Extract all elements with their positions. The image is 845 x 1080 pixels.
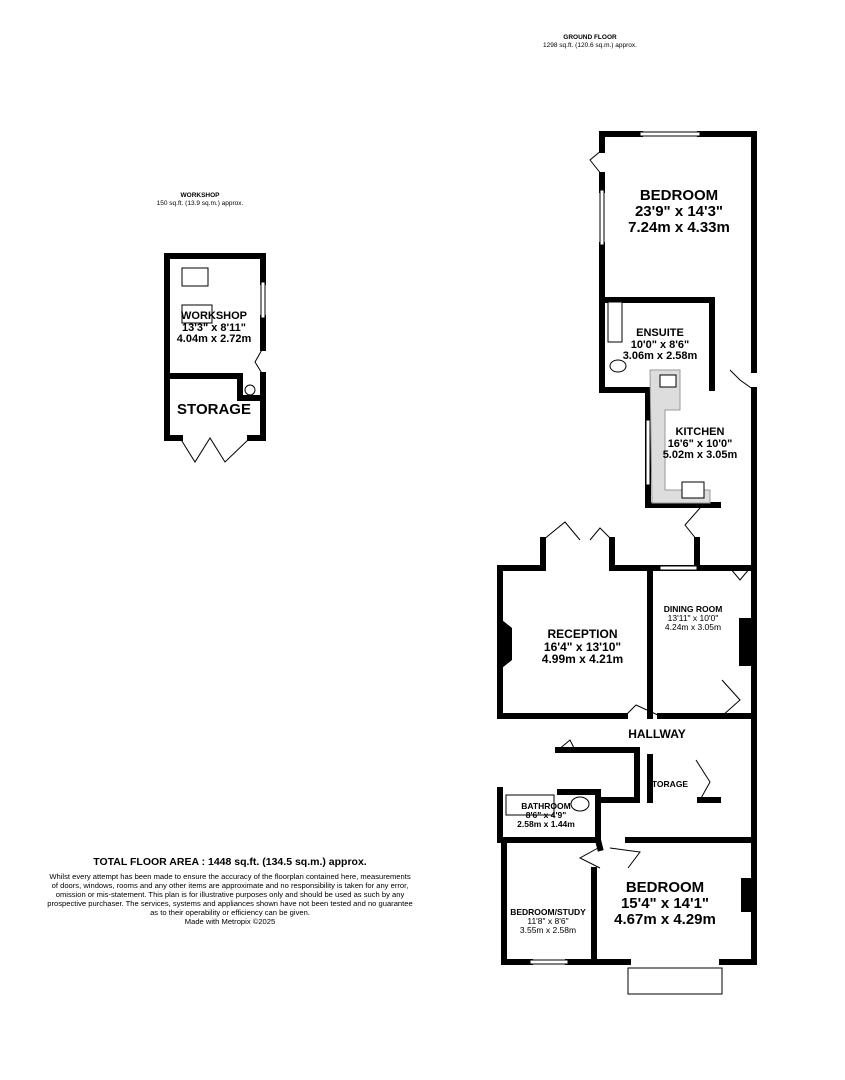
room-imperial: 13'11" x 10'0": [667, 612, 719, 623]
room-metric: 2.58m x 1.44m: [517, 818, 575, 829]
room-imperial: 23'9" x 14'3": [634, 202, 724, 220]
room-metric: 4.24m x 3.05m: [664, 621, 722, 632]
room-metric: 3.55m x 2.58m: [519, 924, 577, 935]
disclaimer-line: prospective purchaser. The services, systems and appliances shown have not been tested and no guarantee: [47, 899, 413, 908]
room-name: RECEPTION: [547, 627, 618, 641]
room-imperial: 11'8" x 8'6": [527, 915, 569, 926]
room-name: BEDROOM: [639, 187, 719, 204]
room-bedroom-1: [614, 188, 744, 235]
disclaimer-line: of doors, windows, rooms and any other items are approximate and no responsibility is taken for any error,: [51, 881, 409, 890]
room-study: [504, 908, 592, 935]
room-hallway: [612, 728, 702, 741]
room-imperial: 10'0" x 8'6": [630, 338, 690, 351]
room-metric: 4.67m x 4.29m: [614, 910, 716, 928]
room-metric: 4.99m x 4.21m: [541, 652, 624, 667]
disclaimer-line: as to their operability or efficiency can be given.: [150, 908, 310, 917]
room-name: KITCHEN: [675, 426, 725, 438]
room-imperial: 16'4" x 13'10": [543, 639, 622, 654]
disclaimer-line: Whilst every attempt has been made to ensure the accuracy of the floorplan contained here, measurements: [49, 872, 411, 881]
room-name: BEDROOM/STUDY: [510, 907, 586, 917]
room-name: TORAGE: [651, 779, 689, 789]
room-imperial: 16'6" x 10'0": [667, 437, 733, 450]
room-dining: [652, 605, 734, 632]
disclaimer-line: omission or mis-statement. This plan is for illustrative purposes only and should be used as such by any: [55, 890, 405, 899]
room-storage-hall: [650, 780, 690, 789]
ground-floor-area: 1298 sq.ft. (120.6 sq.m.) approx.: [543, 42, 637, 49]
room-metric: 5.02m x 3.05m: [662, 449, 738, 462]
room-metric: 3.06m x 2.58m: [622, 350, 698, 363]
workshop-block-title: WORKSHOP: [180, 192, 220, 199]
room-kitchen: [645, 427, 755, 462]
room-storage: [168, 402, 260, 418]
room-workshop: [168, 311, 260, 346]
room-name: BATHROOM: [521, 801, 571, 811]
disclaimer: [30, 872, 430, 926]
room-bedroom-2: [600, 880, 730, 927]
room-metric: 7.24m x 4.33m: [628, 218, 730, 236]
house-outer-walls: [500, 134, 754, 962]
room-reception: [520, 628, 645, 666]
total-floor-area: TOTAL FLOOR AREA : 1448 sq.ft. (134.5 sq.m.) approx.: [93, 856, 367, 868]
room-name: HALLWAY: [628, 727, 686, 741]
room-name: BEDROOM: [625, 879, 705, 896]
disclaimer-credit: Made with Metropix ©2025: [184, 917, 276, 926]
room-imperial: 8'6" x 4'9": [525, 809, 567, 820]
room-name: ENSUITE: [636, 327, 684, 339]
room-name: DINING ROOM: [663, 604, 723, 614]
workshop-block-area: 150 sq.ft. (13.9 sq.m.) approx.: [156, 200, 244, 207]
room-metric: 4.04m x 2.72m: [176, 333, 252, 346]
room-imperial: 13'3" x 8'11": [182, 321, 246, 334]
room-bathroom: [506, 802, 586, 829]
room-imperial: 15'4" x 14'1": [620, 894, 710, 912]
room-ensuite: [610, 328, 710, 363]
room-name: WORKSHOP: [181, 310, 247, 322]
room-name: STORAGE: [177, 401, 251, 418]
ground-floor-title: GROUND FLOOR: [563, 34, 617, 41]
